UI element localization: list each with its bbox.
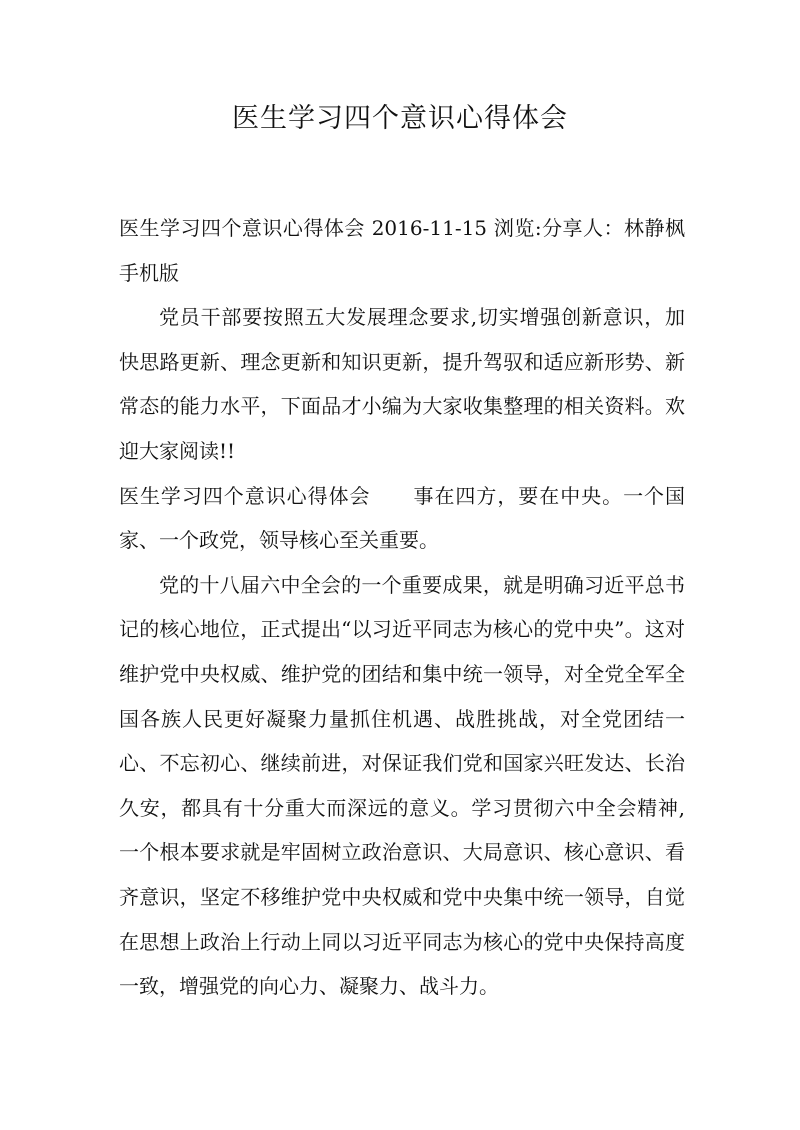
meta-line: 医生学习四个意识心得体会 2016-11-15 浏览:分享人：林静枫手机版	[119, 216, 685, 285]
page-title: 医生学习四个意识心得体会	[232, 103, 568, 134]
body-paragraph: 党的十八届六中全会的一个重要成果，就是明确习近平总书记的核心地位，正式提出“以习近平同志为核心的党中央”。这对维护党中央权威、维护党的团结和集中统一领导，对全党全军全国各族人民更好凝聚力量抓住机遇、战胜挑战，对全党团结一心、不忘初心、继续前进，对保证我们党和国家兴旺发达、长治久安，都具有十分重大而深远的意义。学习贯彻六中全会精神,一个根本要求就是牢固树立政治意识、大局意识、核心意识、看齐意识，坚定不移维护党中央权威和党中央集中统一领导，自觉在思想上政治上行动上同以习近平同志为核心的党中央保持高度一致，增强党的向心力、凝聚力、战斗力。	[119, 572, 685, 999]
section-heading: 医生学习四个意识心得体会	[119, 483, 371, 508]
intro-paragraph: 党员干部要按照五大发展理念要求,切实增强创新意识，加快思路更新、理念更新和知识更新，提升驾驭和适应新形势、新常态的能力水平，下面品才小编为大家收集整理的相关资料。欢迎大家阅读!!	[119, 305, 685, 463]
document-body	[119, 206, 685, 1009]
section-paragraph	[119, 474, 685, 563]
section-lead: 事在四方，要在中央。一个国家、一个政党，领导核心至关重要。	[119, 483, 686, 553]
